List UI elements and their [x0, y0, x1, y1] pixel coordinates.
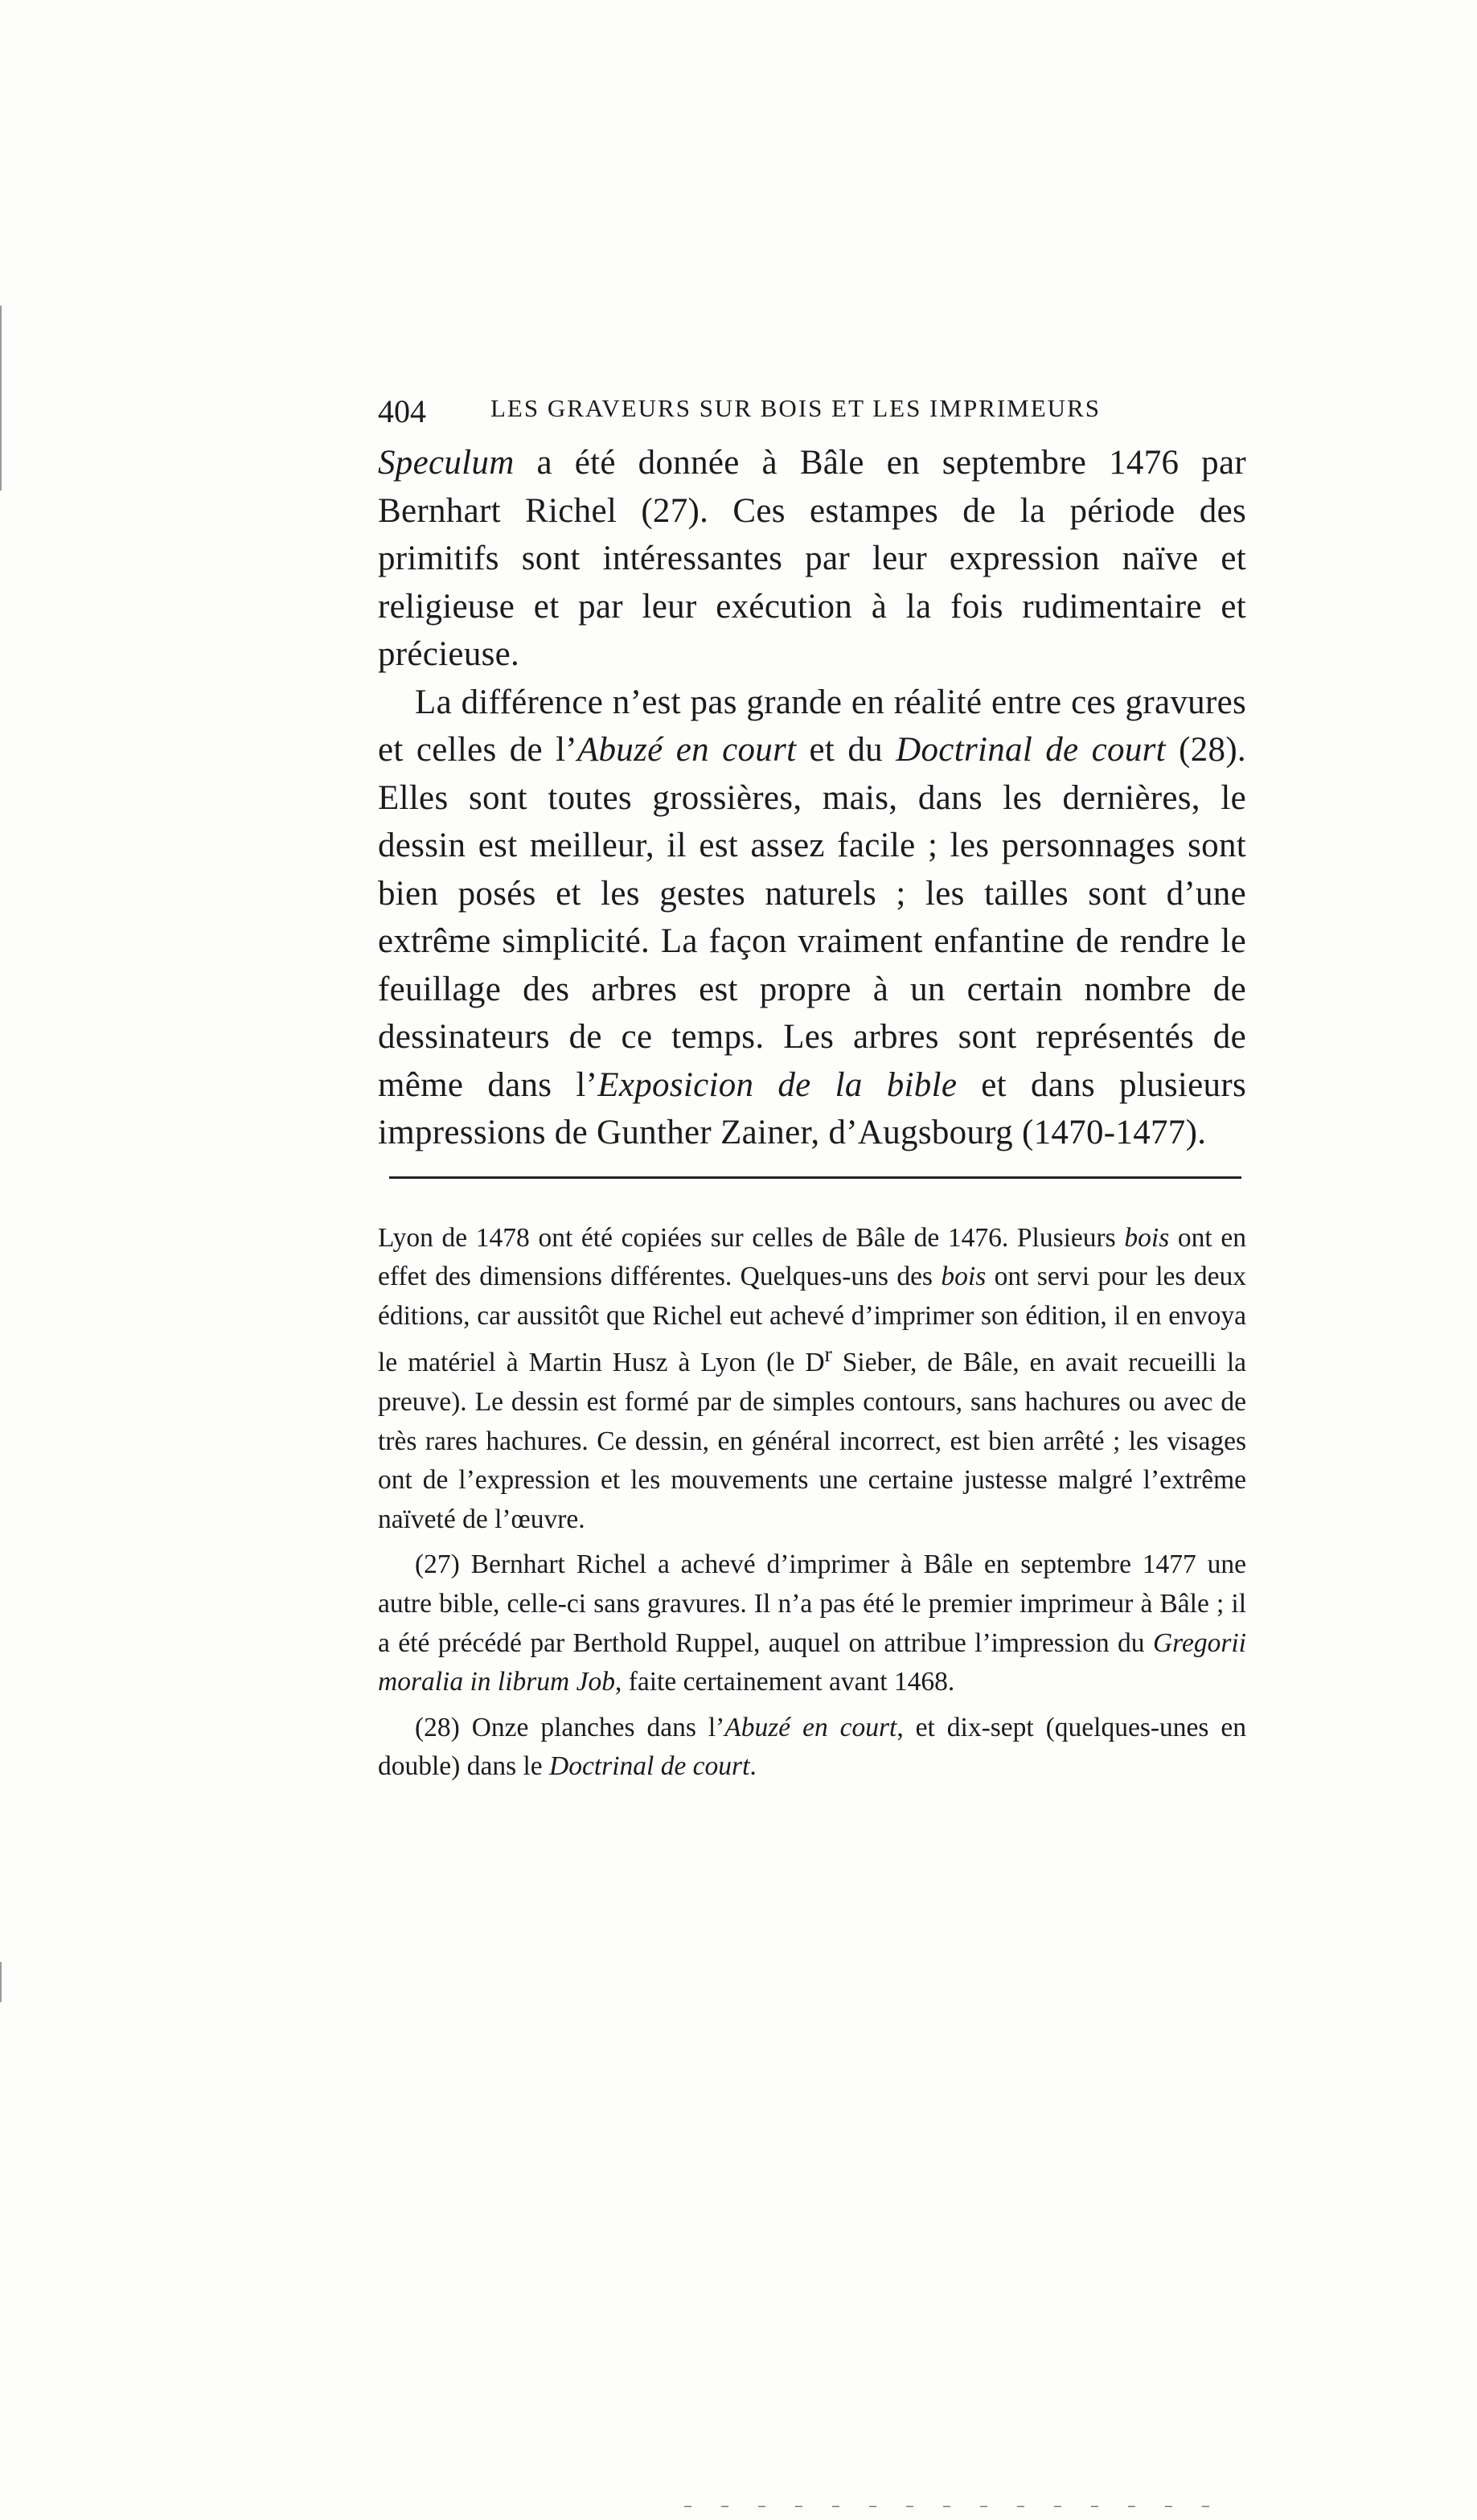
italic-title: Gregorii moralia in librum Job — [378, 1627, 1246, 1697]
text-run: ont servi pour les deux éditions, car aussitôt que Richel eut achevé d’imprimer son édition, il en envoya le matériel à Martin Husz à Lyon (le D — [378, 1262, 1246, 1378]
text-run: (28) Onze planches dans l’ — [415, 1712, 725, 1742]
paragraph-2 — [378, 679, 1246, 1157]
main-text — [378, 439, 1246, 1157]
book-page — [378, 386, 1246, 1793]
text-run: (28). Elles sont toutes grossières, mais, dans les dernières, le dessin est meilleur, il est assez facile ; les personnages sont bien posés et les gestes naturels ; les tailles sont d’une extrême simplicité. La façon vraiment enfantine de rendre le feuillage des arbres est propre à un certain nombre de dessinateurs de ce temps. Les arbres sont représentés de même dans l’ — [378, 731, 1246, 1104]
text-run: et dans plusieurs impressions de Gunther Zainer, d’Augsbourg (1470-1477). — [378, 1065, 1246, 1151]
italic-title: Abuzé en court — [724, 1712, 897, 1742]
text-run: La différence n’est pas grande en réalité entre ces gravures et celles de l’ — [378, 683, 1246, 769]
scan-dash-marks-bottom: – – – – – – – – – – – – – – – — [683, 2496, 1221, 2516]
footnotes — [378, 1219, 1246, 1787]
text-run: et du — [796, 731, 896, 769]
footnote-continuation — [378, 1219, 1246, 1540]
running-head — [378, 386, 1246, 434]
running-title: LES GRAVEURS SUR BOIS ET LES IMPRIMEURS — [490, 394, 1101, 422]
italic-title: Exposicion de la bible — [597, 1065, 958, 1104]
text-run: Sieber, de Bâle, en avait recueilli la preuve). Le dessin est formé par de simples contours, sans hachures ou avec de très rares hachures. Ce dessin, en général incorrect, est bien arrêté ; les visages ont de l’expression et les mouvements une certaine justesse malgré l’extrême naïveté de l’œuvre. — [378, 1348, 1246, 1534]
italic-word: bois — [941, 1262, 987, 1292]
italic-word: bois — [1124, 1222, 1170, 1253]
text-run: (27) Bernhart Richel a achevé d’imprimer à Bâle en septembre 1477 une autre bible, celle-ci sans gravures. Il n’a pas été le premier imprimeur à Bâle ; il a été précédé par Berthold Ruppel, auquel on attribue l’impression du — [378, 1549, 1246, 1658]
italic-title: Doctrinal de court — [549, 1751, 750, 1782]
italic-title: Speculum — [378, 444, 515, 482]
text-run: . — [749, 1751, 757, 1782]
scan-edge-line-top — [0, 306, 2, 490]
page-number: 404 — [378, 393, 426, 429]
text-run: a été donnée à Bâle en septembre 1476 par Bernhart Richel (27). Ces estampes de la période des primitifs sont intéressantes par leur expression naïve et religieuse et par leur exécution à la fois rudimentaire et précieuse. — [378, 444, 1246, 673]
footnote-rule — [389, 1176, 1241, 1179]
superscript: r — [824, 1342, 832, 1368]
footnote-27 — [378, 1545, 1246, 1701]
paragraph-1 — [378, 439, 1246, 679]
text-run: , faite certainement avant 1468. — [615, 1667, 955, 1697]
italic-title: Abuzé en court — [576, 731, 797, 769]
scan-edge-line-bottom — [0, 1962, 2, 2002]
text-run: , et dix-sept (quelques-unes en double) dans le — [378, 1712, 1247, 1782]
italic-title: Doctrinal de court — [896, 731, 1166, 769]
text-run: Lyon de 1478 ont été copiées sur celles de Bâle de 1476. Plusieurs — [378, 1222, 1125, 1253]
footnote-28 — [378, 1709, 1246, 1787]
text-run: ont en effet des dimensions différentes. Quelques-uns des — [378, 1222, 1246, 1292]
